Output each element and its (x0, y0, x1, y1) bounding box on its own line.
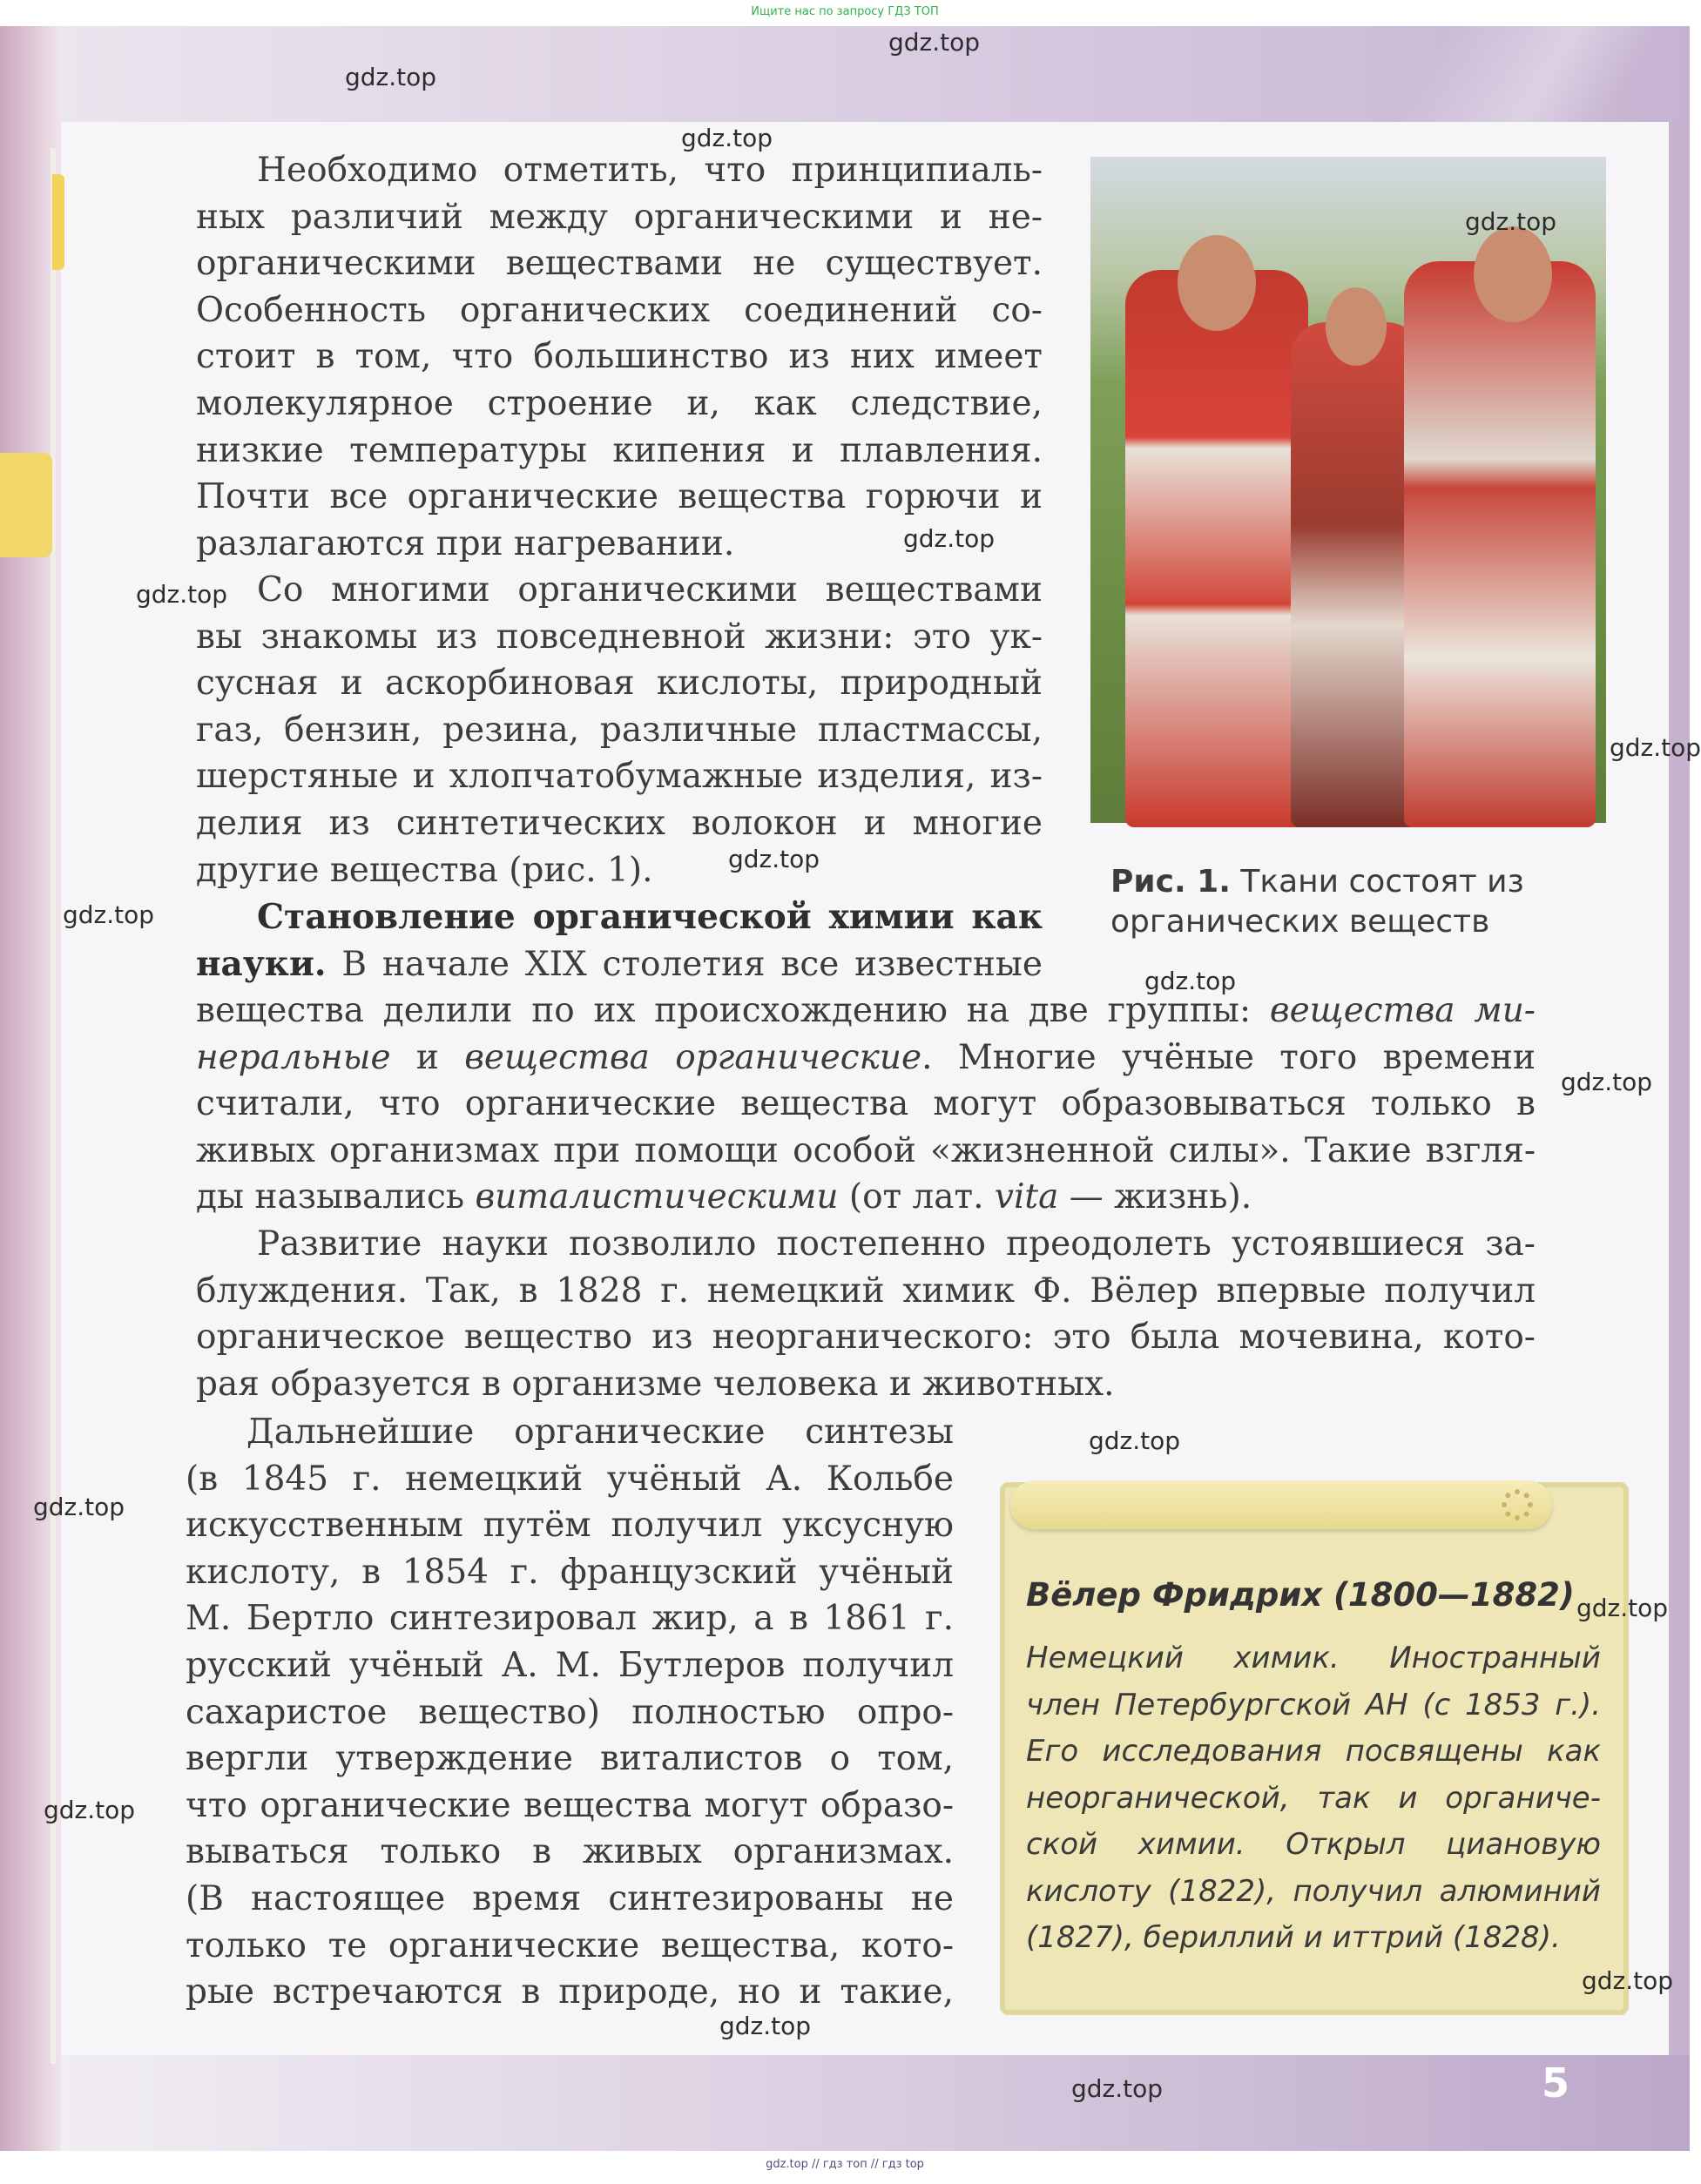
text-line: ных различий между органическими и не- (196, 197, 1043, 237)
watermark: gdz.top (1089, 1426, 1181, 1455)
watermark: gdz.top (903, 524, 996, 553)
text-line: искусственным путём получил уксусную (186, 1506, 954, 1546)
bottom-banner[interactable]: gdz.top // гдз топ // гдз top (766, 2158, 924, 2171)
text-line: М. Бертло синтезировал жир, а в 1861 г. (186, 1599, 954, 1639)
text-line: стоит в том, что большинство из них имеет (196, 337, 1043, 377)
watermark: gdz.top (719, 2012, 812, 2040)
text-line: (1827), бериллий и иттрий (1828). (1026, 1920, 1561, 1955)
text-line: кислоту, в 1854 г. французский учёный (186, 1552, 954, 1592)
text-line: русский учёный А. М. Бутлеров получил (186, 1645, 954, 1685)
top-banner[interactable]: Ищите нас по запросу ГДЗ ТОП (751, 5, 939, 18)
text-line: рая образуется в организме человека и животных. (196, 1364, 1115, 1404)
text-line: Развитие науки позволило постепенно преодолеть устоявшиеся за- (257, 1224, 1536, 1264)
photo-person (1125, 270, 1308, 827)
text-line: шерстяные и хлопчатобумажные изделия, из- (196, 757, 1043, 797)
text-line: делия из синтетических волокон и многие (196, 803, 1043, 843)
section-heading (196, 894, 1043, 988)
text-line: низкие температуры кипения и плавления. (196, 430, 1043, 470)
page-number: 5 (1542, 2059, 1570, 2106)
paragraph-2 (196, 567, 1043, 893)
photo-person (1291, 322, 1421, 827)
text-line: сахаристое вещество) полностью опро- (186, 1692, 954, 1732)
footer-band (61, 2055, 1690, 2151)
text-line: вы знакомы из повседневной жизни: это ук- (196, 617, 1043, 657)
text-line: Необходимо отметить, что принципиаль- (257, 151, 1043, 190)
text-line: рые встречаются в природе, но и такие, (186, 1972, 954, 2012)
text-line: газ, бензин, резина, различные пластмассы, (196, 710, 1043, 750)
text-line: Дальнейшие органические синтезы (246, 1412, 954, 1452)
figure-photo (1090, 157, 1606, 823)
text-line: вергли утверждение виталистов о том, (186, 1739, 954, 1779)
text-line: что органические вещества могут образо- (186, 1785, 954, 1825)
text-line: сусная и аскорбиновая кислоты, природный (196, 664, 1043, 704)
figure-caption: Рис. 1. Ткани состоят из органических веществ (1110, 864, 1524, 940)
text-line: вываться только в живых организмах. (186, 1832, 954, 1872)
watermark: gdz.top (44, 1796, 136, 1824)
text-line: органическими веществами не существует. (196, 244, 1043, 284)
paragraph-4 (196, 1221, 1536, 1407)
spine-bookmark-tab (52, 174, 64, 270)
margin-strip (1669, 122, 1690, 2151)
heading-line: науки. В начале XIX столетия все известные (196, 943, 1043, 984)
figure-label: Рис. 1. (1110, 864, 1231, 900)
text-line: блуждения. Так, в 1828 г. немецкий химик Ф. Вёлер впервые получил (196, 1271, 1536, 1311)
watermark: gdz.top (136, 580, 228, 609)
text-line: (в 1845 г. немецкий учёный А. Кольбе (186, 1459, 954, 1499)
text-line: Его исследования посвящены как (1026, 1734, 1601, 1769)
watermark: gdz.top (1561, 1068, 1653, 1096)
heading-line: Становление органической химии как (257, 897, 1043, 937)
text-line: неральные и вещества органические. Многие учёные того времени (196, 1037, 1536, 1077)
text-line: живых организмах при помощи особой «жизненной силы». Такие взгля- (196, 1130, 1536, 1170)
text-line: другие вещества (рис. 1). (196, 850, 653, 890)
dots-circle-icon (1500, 1487, 1535, 1522)
watermark: gdz.top (345, 63, 437, 91)
watermark: gdz.top (1071, 2074, 1164, 2103)
watermark: gdz.top (1582, 1966, 1674, 1995)
watermark: gdz.top (1144, 967, 1237, 995)
photo-head (1178, 235, 1256, 331)
text-line: Немецкий химик. Иностранный (1026, 1641, 1601, 1675)
text-line: Особенность органических соединений со- (196, 290, 1043, 330)
watermark: gdz.top (63, 900, 155, 929)
text-line: ской химии. Открыл циановую (1026, 1827, 1601, 1862)
watermark: gdz.top (681, 124, 773, 152)
text-line: вещества делили по их происхождению на две группы: вещества ми- (196, 991, 1536, 1030)
header-band (61, 26, 1690, 122)
photo-head (1474, 226, 1552, 322)
text-line: (В настоящее время синтезированы не (186, 1878, 954, 1918)
photo-head (1326, 287, 1387, 366)
text-line: молекулярное строение и, как следствие, (196, 383, 1043, 423)
page-edge (51, 148, 56, 2064)
paragraph-5 (186, 1409, 954, 2016)
text-line: кислоту (1822), получил алюминий (1026, 1873, 1601, 1909)
text-line: неорганической, так и органиче- (1026, 1780, 1601, 1816)
watermark: gdz.top (1465, 207, 1557, 236)
biography-text (1026, 1635, 1601, 1962)
paragraph-3 (196, 988, 1536, 1221)
text-line: органическое вещество из неорганического: это была мочевина, кото- (196, 1318, 1536, 1358)
watermark: gdz.top (1610, 733, 1701, 762)
watermark: gdz.top (888, 28, 981, 57)
text-line: только те органические вещества, кото- (186, 1925, 954, 1965)
text-line: считали, что органические вещества могут образовываться только в (196, 1084, 1536, 1124)
biography-title: Вёлер Фридрих (1800—1882) (1026, 1576, 1575, 1614)
spine-bookmark-tab (0, 453, 52, 557)
text-line: Со многими органическими веществами (257, 570, 1043, 610)
paragraph-1 (196, 147, 1043, 567)
text-line: Почти все органические вещества горючи и (196, 477, 1043, 517)
biography-tab (1010, 1480, 1552, 1529)
text-line: ды назывались виталистическими (от лат. vita — жизнь). (196, 1177, 1252, 1217)
text-line: член Петербургской АН (с 1853 г.). (1026, 1687, 1601, 1722)
watermark: gdz.top (1576, 1594, 1669, 1622)
watermark: gdz.top (728, 845, 820, 873)
photo-person (1404, 261, 1596, 827)
watermark: gdz.top (33, 1493, 125, 1521)
text-line: разлагаются при нагревании. (196, 523, 735, 563)
